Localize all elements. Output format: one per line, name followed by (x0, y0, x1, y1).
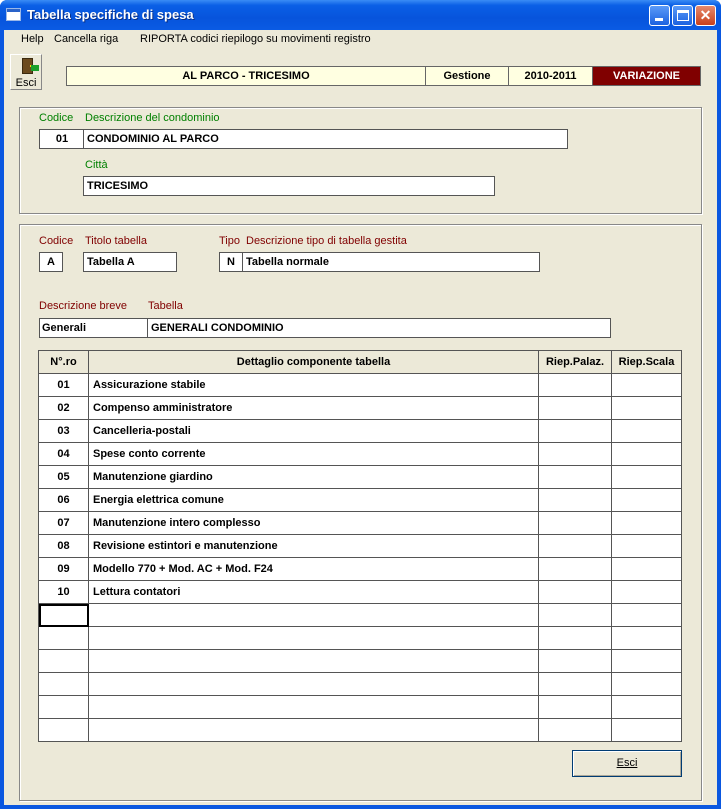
codice-tabella-field[interactable]: A (39, 252, 63, 272)
close-icon: ✕ (699, 7, 712, 23)
info-bar (66, 66, 701, 86)
table-row[interactable] (39, 650, 682, 673)
table-row[interactable] (39, 397, 682, 420)
cell-riep-palaz[interactable] (539, 443, 612, 466)
table-row[interactable] (39, 719, 682, 742)
esci-toolbar-label: Esci (15, 77, 37, 89)
menu-help[interactable]: Help (21, 33, 44, 45)
cell-numero[interactable]: 09 (39, 558, 89, 581)
cell-dettaglio[interactable]: Modello 770 + Mod. AC + Mod. F24 (89, 558, 539, 581)
table-row[interactable] (39, 420, 682, 443)
descrizione-condominio-label: Descrizione del condominio (85, 112, 220, 124)
cell-dettaglio[interactable]: Energia elettrica comune (89, 489, 539, 512)
table-row[interactable] (39, 374, 682, 397)
mode-badge: VARIAZIONE (592, 66, 701, 86)
gestione-value: 2010-2011 (508, 66, 593, 86)
cell-numero[interactable]: 02 (39, 397, 89, 420)
table-row[interactable] (39, 696, 682, 719)
cell-dettaglio[interactable] (89, 673, 539, 696)
tipo-label: Tipo (219, 235, 240, 247)
header-dettaglio[interactable]: Dettaglio componente tabella (89, 351, 539, 374)
cell-dettaglio[interactable] (89, 604, 539, 627)
table-row[interactable] (39, 627, 682, 650)
descrizione-condominio-field[interactable]: CONDOMINIO AL PARCO (83, 129, 568, 149)
cell-dettaglio[interactable]: Assicurazione stabile (89, 374, 539, 397)
minimize-button[interactable] (649, 5, 670, 26)
header-riep-palaz[interactable]: Riep.Palaz. (539, 351, 612, 374)
cell-riep-scala[interactable] (612, 558, 682, 581)
condominio-banner: AL PARCO - TRICESIMO (66, 66, 426, 86)
cell-numero[interactable] (39, 719, 89, 742)
componenti-grid (38, 350, 682, 742)
cell-riep-scala[interactable] (612, 420, 682, 443)
cell-numero[interactable]: 07 (39, 512, 89, 535)
gestione-label: Gestione (425, 66, 509, 86)
table-row[interactable] (39, 512, 682, 535)
titolo-tabella-field[interactable]: Tabella A (83, 252, 177, 272)
cell-numero[interactable]: 06 (39, 489, 89, 512)
descrizione-breve-field[interactable]: Generali (39, 318, 148, 338)
cell-dettaglio[interactable]: Spese conto corrente (89, 443, 539, 466)
cell-numero[interactable] (39, 650, 89, 673)
cell-dettaglio[interactable]: Manutenzione intero complesso (89, 512, 539, 535)
cell-riep-palaz[interactable] (539, 696, 612, 719)
cell-riep-scala[interactable] (612, 489, 682, 512)
cell-riep-palaz[interactable] (539, 374, 612, 397)
header-riep-scala[interactable]: Riep.Scala (612, 351, 682, 374)
citta-label: Città (85, 159, 108, 171)
cell-numero[interactable]: 01 (39, 374, 89, 397)
citta-field[interactable]: TRICESIMO (83, 176, 495, 196)
cell-riep-scala[interactable] (612, 673, 682, 696)
cell-riep-palaz[interactable] (539, 627, 612, 650)
tabella-label: Tabella (148, 300, 183, 312)
cell-riep-scala[interactable] (612, 719, 682, 742)
esci-button[interactable] (572, 750, 682, 777)
client-area (4, 30, 717, 805)
cell-dettaglio[interactable]: Compenso amministratore (89, 397, 539, 420)
esci-button-label: Esci (616, 757, 638, 769)
cell-riep-palaz[interactable] (539, 581, 612, 604)
tipo-descrizione-field[interactable]: Tabella normale (242, 252, 540, 272)
cell-numero[interactable]: 08 (39, 535, 89, 558)
tipo-field[interactable]: N (219, 252, 243, 272)
cell-numero[interactable]: 04 (39, 443, 89, 466)
cell-riep-scala[interactable] (612, 604, 682, 627)
cell-riep-palaz[interactable] (539, 489, 612, 512)
cell-dettaglio[interactable]: Revisione estintori e manutenzione (89, 535, 539, 558)
cell-numero[interactable]: 10 (39, 581, 89, 604)
codice-condominio-field[interactable]: 01 (39, 129, 85, 149)
cell-riep-scala[interactable] (612, 397, 682, 420)
table-row[interactable] (39, 443, 682, 466)
esci-toolbar-button[interactable] (10, 54, 42, 90)
close-button[interactable] (695, 5, 716, 26)
cell-numero[interactable]: 03 (39, 420, 89, 443)
cell-riep-palaz[interactable] (539, 512, 612, 535)
cell-dettaglio[interactable]: Manutenzione giardino (89, 466, 539, 489)
menu-riporta[interactable]: RIPORTA codici riepilogo su movimenti registro (140, 33, 371, 45)
header-numero[interactable]: N°.ro (39, 351, 89, 374)
cell-riep-scala[interactable] (612, 696, 682, 719)
cell-numero[interactable] (39, 673, 89, 696)
window-icon (6, 8, 21, 21)
cell-riep-palaz[interactable] (539, 604, 612, 627)
cell-numero[interactable]: 05 (39, 466, 89, 489)
minimize-icon (655, 18, 663, 21)
table-row[interactable] (39, 604, 682, 627)
tabella-field[interactable]: GENERALI CONDOMINIO (147, 318, 611, 338)
cell-riep-palaz[interactable] (539, 535, 612, 558)
cell-dettaglio[interactable] (89, 696, 539, 719)
titolo-tabella-label: Titolo tabella (85, 235, 147, 247)
grid-header-row (39, 351, 682, 374)
maximize-button[interactable] (672, 5, 693, 26)
codice-condominio-label: Codice (39, 112, 74, 124)
cell-riep-palaz[interactable] (539, 558, 612, 581)
table-row[interactable] (39, 535, 682, 558)
table-row[interactable] (39, 489, 682, 512)
maximize-icon (677, 10, 689, 21)
cell-numero[interactable] (39, 604, 89, 627)
cell-riep-scala[interactable] (612, 627, 682, 650)
cell-riep-scala[interactable] (612, 374, 682, 397)
cell-riep-palaz[interactable] (539, 420, 612, 443)
cell-riep-palaz[interactable] (539, 397, 612, 420)
cell-numero[interactable] (39, 627, 89, 650)
cell-riep-scala[interactable] (612, 512, 682, 535)
cell-dettaglio[interactable]: Lettura contatori (89, 581, 539, 604)
tipo-descrizione-label: Descrizione tipo di tabella gestita (246, 235, 407, 247)
table-row[interactable] (39, 673, 682, 696)
menu-bar (4, 30, 717, 50)
exit-arrow-icon (31, 65, 39, 71)
menu-cancella-riga[interactable]: Cancella riga (54, 33, 119, 45)
table-row[interactable] (39, 558, 682, 581)
cell-dettaglio[interactable] (89, 627, 539, 650)
cell-riep-palaz[interactable] (539, 650, 612, 673)
descrizione-breve-label: Descrizione breve (39, 300, 128, 312)
cell-riep-palaz[interactable] (539, 719, 612, 742)
cell-riep-scala[interactable] (612, 443, 682, 466)
cell-riep-scala[interactable] (612, 581, 682, 604)
title-bar (0, 0, 721, 30)
cell-riep-scala[interactable] (612, 650, 682, 673)
cell-dettaglio[interactable] (89, 719, 539, 742)
cell-riep-palaz[interactable] (539, 673, 612, 696)
window-title: Tabella specifiche di spesa (27, 7, 194, 22)
cell-riep-scala[interactable] (612, 535, 682, 558)
codice-tabella-label: Codice (39, 235, 74, 247)
cell-dettaglio[interactable] (89, 650, 539, 673)
cell-riep-palaz[interactable] (539, 466, 612, 489)
condominio-group (19, 107, 702, 214)
cell-numero[interactable] (39, 696, 89, 719)
cell-dettaglio[interactable]: Cancelleria-postali (89, 420, 539, 443)
table-row[interactable] (39, 581, 682, 604)
table-row[interactable] (39, 466, 682, 489)
cell-riep-scala[interactable] (612, 466, 682, 489)
